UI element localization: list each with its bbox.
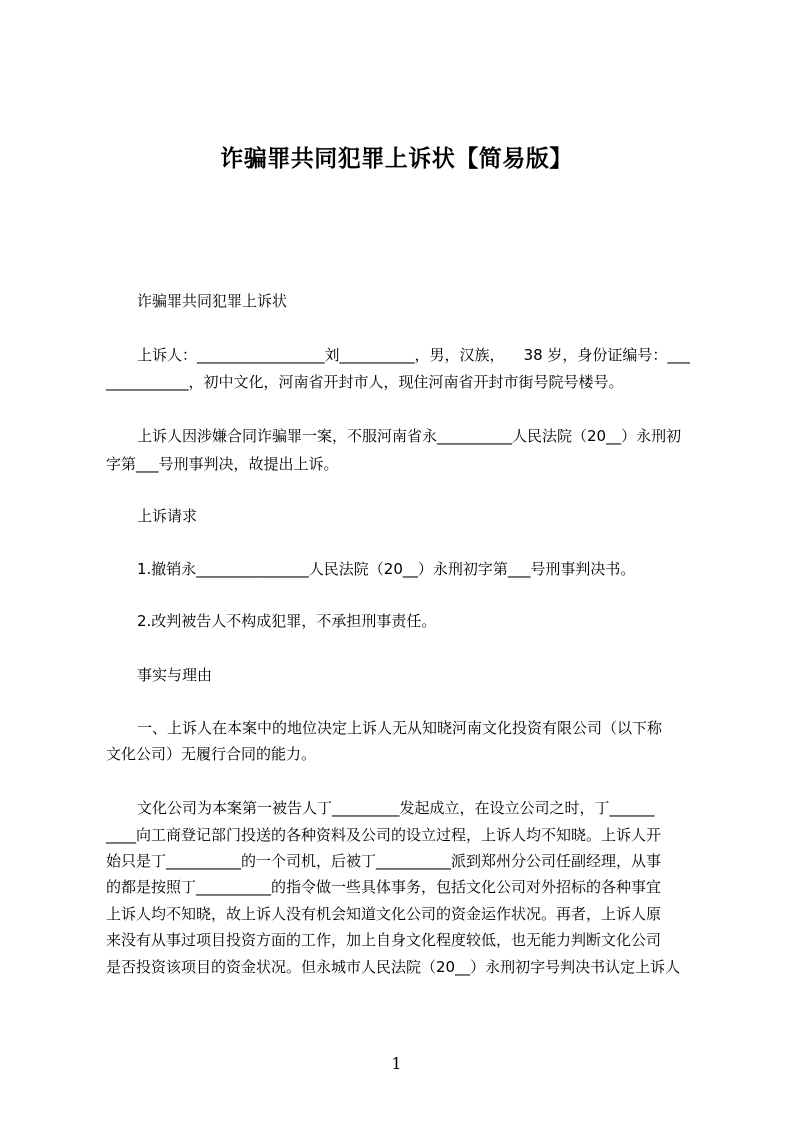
reason-1-line-1: 一、上诉人在本案中的地位决定上诉人无从知晓河南文化投资有限公司（以下称 bbox=[137, 719, 663, 737]
reason-1-line-2: 文化公司）无履行合同的能力。 bbox=[106, 745, 317, 763]
case-line-1: 上诉人因涉嫌合同诈骗罪一案，不服河南省永__________人民法院（20__）永刑初 bbox=[137, 427, 682, 445]
page-number: 1 bbox=[391, 1054, 402, 1073]
request-item-2: 2.改判被告人不构成犯罪，不承担刑事责任。 bbox=[137, 612, 437, 630]
request-item-1: 1.撤销永_______________人民法院（20__）永刑初字第___号刑事判决书。 bbox=[137, 560, 636, 578]
case-line-2: 字第___号刑事判决，故提出上诉。 bbox=[106, 455, 339, 473]
section-heading-facts: 事实与理由 bbox=[137, 666, 213, 684]
paragraph-line-5: 上诉人均不知晓，故上诉人没有机会知道文化公司的资金运作状况。再者，上诉人原 bbox=[106, 905, 662, 923]
document-title: 诈骗罪共同犯罪上诉状【简易版】 bbox=[220, 146, 573, 172]
section-heading-requests: 上诉请求 bbox=[137, 507, 198, 525]
paragraph-line-2: ____向工商登记部门投送的各种资料及公司的设立过程，上诉人均不知晓。上诉人开 bbox=[106, 826, 662, 844]
paragraph-line-3: 始只是丁__________的一个司机，后被丁__________派到郑州分公司任副经理，从事 bbox=[106, 852, 662, 870]
paragraph-line-1: 文化公司为本案第一被告人丁_________发起成立，在设立公司之时，丁______ bbox=[137, 799, 655, 817]
appellant-line-1: 上诉人：_________________刘__________，男，汉族， 38 岁，身份证编号：___ bbox=[137, 346, 690, 364]
paragraph-line-4: 的都是按照丁__________的指令做一些具体事务，包括文化公司对外招标的各种事宜 bbox=[106, 878, 662, 896]
appellant-line-2: ___________，初中文化，河南省开封市人，现住河南省开封市街号院号楼号。 bbox=[106, 373, 624, 391]
paragraph-line-6: 来没有从事过项目投资方面的工作，加上自身文化程度较低，也无能力判断文化公司 bbox=[106, 931, 662, 949]
subtitle: 诈骗罪共同犯罪上诉状 bbox=[137, 292, 288, 310]
paragraph-line-7: 是否投资该项目的资金状况。但永城市人民法院（20__）永刑初字号判决书认定上诉人 bbox=[106, 958, 681, 976]
